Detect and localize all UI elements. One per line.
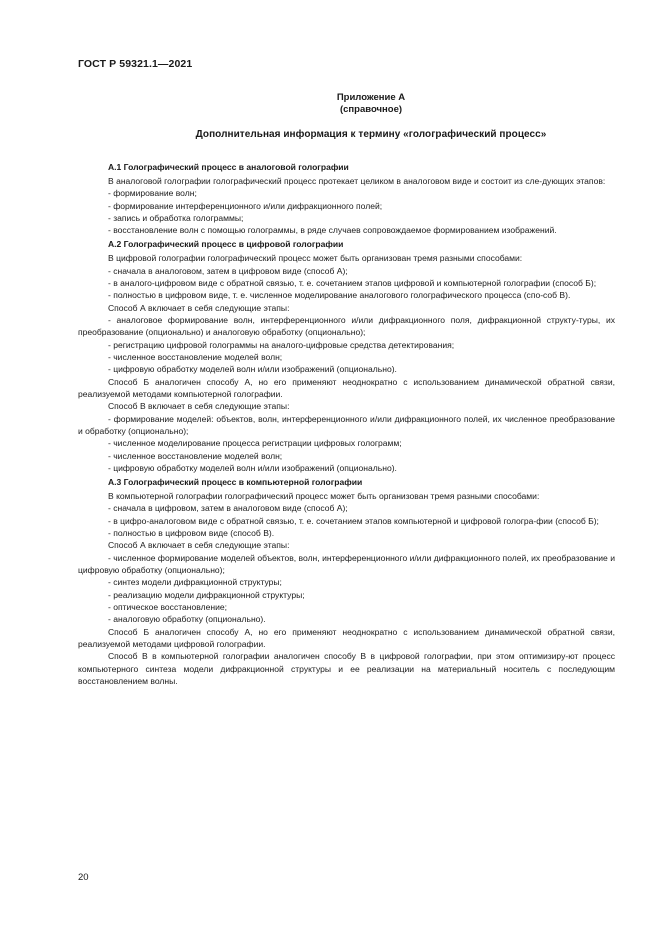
list-item: - аналоговое формирование волн, интерференционного и/или дифракционного поля, дифракционной структу-туры, их преобразование (опционально) и аналоговую обработку (опционально); <box>78 314 615 338</box>
list-item: - формирование интерференционного и/или дифракционного полей; <box>108 200 383 211</box>
section-heading-a1: А.1 Голографический процесс в аналоговой голографии <box>108 162 349 172</box>
annex-heading <box>78 92 661 115</box>
list-item: - формирование волн; <box>108 188 197 199</box>
list-item: - синтез модели дифракционной структуры; <box>108 577 282 588</box>
paragraph: Способ В включает в себя следующие этапы: <box>108 401 290 412</box>
list-item: - регистрацию цифровой голограммы на аналого-цифровые средства детектирования; <box>108 339 455 350</box>
list-item: - численное моделирование процесса регистрации цифровых голограмм; <box>108 438 402 449</box>
list-item: - цифровую обработку моделей волн и/или изображений (опционально). <box>108 364 397 375</box>
list-item: - формирование моделей: объектов, волн, интерференционного и/или дифракционного полей, их численное преобразование и обработку (опционально); <box>78 413 615 436</box>
paragraph: Способ А включает в себя следующие этапы: <box>108 540 290 551</box>
list-item: - оптическое восстановление; <box>108 602 227 612</box>
paragraph: Способ А включает в себя следующие этапы: <box>108 302 290 313</box>
list-item: - численное формирование моделей объектов, волн, интерференционного и/или дифракционного полей, их преобразование и цифровую обработку (опционально); <box>78 552 615 575</box>
list-item: - сначала в аналоговом, затем в цифровом виде (способ А); <box>108 265 348 276</box>
page-number: 20 <box>78 872 89 883</box>
list-item: - численное восстановление моделей волн; <box>108 450 283 461</box>
paragraph: Способ В в компьютерной голографии аналогичен способу В в цифровой голографии, при этом оптимизиру-ют процесс компьютерного синтеза модели дифракционной структуры и ее реализации на материальный носитель с последующим восстановлением волны. <box>78 651 615 687</box>
list-item: - цифровую обработку моделей волн и/или изображений (опционально). <box>108 463 397 474</box>
paragraph: Способ Б аналогичен способу А, но его применяют неоднократно с использованием динамической обратной связи, реализуемой методами цифровой голографии. <box>78 626 615 650</box>
paragraph: В компьютерной голографии голографический процесс может быть организован тремя разными способами: <box>108 490 540 501</box>
section-heading-a2: А.2 Голографический процесс в цифровой голографии <box>108 239 344 250</box>
section-heading-a3: А.3 Голографический процесс в компьютерной голографии <box>108 476 363 487</box>
paragraph: Способ Б аналогичен способу А, но его применяют неоднократно с использованием динамической обратной связи, реализуемой методами компьютерной голографии. <box>78 376 615 399</box>
annex-type: (справочное) <box>339 103 403 115</box>
list-item: - в цифро-аналоговом виде с обратной связью, т. е. сочетанием этапов компьютерной и цифровой гологра-фии (способ Б); <box>108 515 599 526</box>
paragraph: В цифровой голографии голографический процесс может быть организован тремя разными способами: <box>108 253 523 264</box>
annex-title: Дополнительная информация к термину «голографический процесс» <box>195 129 547 140</box>
list-item: - восстановление волн с помощью голограммы, в ряде случаев сопровождаемое формированием изображений. <box>108 225 557 236</box>
list-item: - численное восстановление моделей волн; <box>108 351 283 362</box>
annex-label: Приложение А <box>336 92 406 103</box>
list-item: - полностью в цифровом виде (способ В). <box>108 527 275 538</box>
list-item: - полностью в цифровом виде, т. е. численное моделирование аналогового голографического процесса (спо-соб В). <box>108 290 571 301</box>
paragraph: В аналоговой голографии голографический процесс протекает целиком в аналоговом виде и состоит из сле-дующих этапов: <box>108 175 606 186</box>
standard-designation: ГОСТ Р 59321.1—2021 <box>78 58 193 70</box>
list-item: - запись и обработка голограммы; <box>108 212 244 223</box>
list-item: - сначала в цифровом, затем в аналоговом виде (способ А); <box>108 503 348 514</box>
list-item: - реализацию модели дифракционной структуры; <box>108 589 305 600</box>
list-item: - в аналого-цифровом виде с обратной связью, т. е. сочетанием этапов цифровой и компьютерной голографии (способ Б); <box>108 277 597 288</box>
list-item: - аналоговую обработку (опционально). <box>108 614 266 625</box>
document-body <box>78 161 615 687</box>
